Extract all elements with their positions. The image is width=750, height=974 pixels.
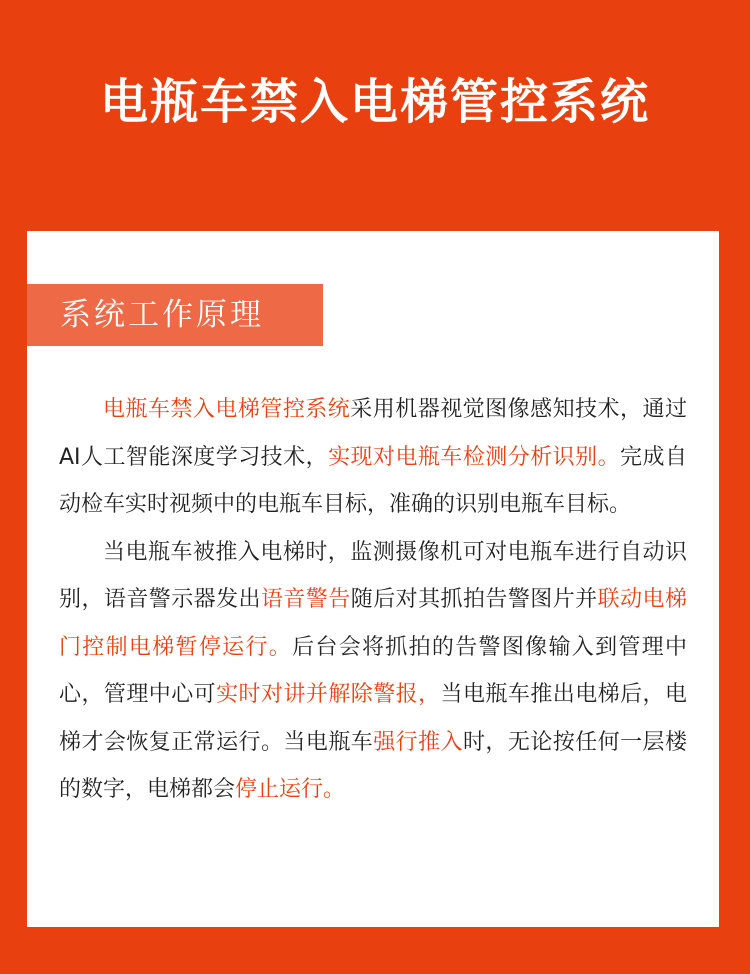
section-heading: 系统工作原理 xyxy=(27,284,323,346)
paragraph-1 xyxy=(59,386,687,529)
plain-text: 当电瓶车被推入电梯时，监测摄像机可对电瓶车进行自动识别，语音警示器发出 xyxy=(59,539,687,612)
plain-text: 完成自动检车实时视频中的电瓶车目标，准确的识别电瓶车目标。 xyxy=(59,444,687,517)
plain-text: 采用机器视觉图像感知技术，通过AI人工智能深度学习技术， xyxy=(59,397,687,470)
highlight-text: 强行推入 xyxy=(373,729,463,755)
highlight-text: 电瓶车禁入电梯管控系统 xyxy=(103,397,351,422)
highlight-text: 实时对讲并解除警报， xyxy=(216,682,441,707)
plain-text: 随后对其抓拍告警图片并 xyxy=(350,587,598,612)
plain-text: 时，无论按任何一层楼的数字，电梯都会 xyxy=(59,729,687,802)
highlight-text: 联动电梯门控制电梯暂停运行。 xyxy=(59,587,687,660)
plain-text: 当电瓶车推出电梯后，电梯才会恢复正常运行。当电瓶车 xyxy=(59,682,687,755)
highlight-text: 停止运行。 xyxy=(235,777,346,802)
content-card xyxy=(27,231,719,927)
highlight-text: 语音警告 xyxy=(260,587,351,612)
highlight-text: 实现对电瓶车检测分析识别。 xyxy=(328,444,621,470)
body-text xyxy=(59,386,687,814)
plain-text: 后台会将抓拍的告警图像输入到管理中心，管理中心可 xyxy=(59,634,687,707)
paragraph-2 xyxy=(59,529,687,814)
page-title: 电瓶车禁入电梯管控系统 xyxy=(99,74,650,130)
